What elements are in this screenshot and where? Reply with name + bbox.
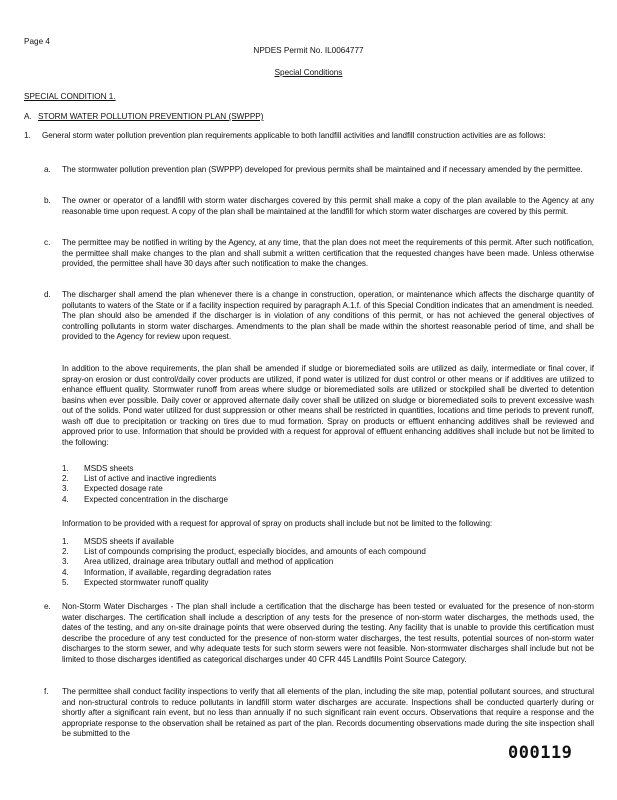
sub-f-text: The permittee shall conduct facility inspections to verify that all elements of the plan, including the site map, potential pollutant sources, and structural and non-structural controls to reduce pollutants in landfill storm water discharges are accurate. Inspections shall be conducted quarterly during or shortly after a significant rain event, but no less than annually if no such significant rain event occurs. Observations that require a response and the appropriate response to the observation shall be retained as part of the plan. Records documenting observations made during the site inspection shall be submitted to the — [62, 687, 594, 738]
sub-d-text: The discharger shall amend the plan whenever there is a change in construction, operation, or maintenance which affects the discharge quantity of pollutants to waters of the State or if a facility inspection required by paragraph A.1.f. of this Special Condition indicates that an amendment is needed. The plan should also be amended if the discharger is in violation of any conditions of this permit, or has not achieved the general objectives of controlling pollutants in storm water discharges. Amendments to the plan shall be made within the shortest reasonable period of time, and shall be provided to the Agency for review upon request. — [62, 290, 594, 341]
item-1-number: 1. — [24, 131, 31, 140]
section-title: Special Conditions — [274, 68, 343, 77]
list-item: 3. Area utilized, drainage area tributary outfall and method of application — [62, 557, 334, 567]
list-item: 2. List of active and inactive ingredients — [62, 474, 217, 484]
permit-number: NPDES Permit No. IL0064777 — [253, 46, 364, 55]
list-item: 1. MSDS sheets if available — [62, 537, 174, 546]
sub-c-letter: c. — [44, 238, 51, 247]
sub-e-text: Non-Storm Water Discharges - The plan shall include a certification that the discharge has been tested or evaluated for the presence of non-storm water discharges. The certification shall include a description of any tests for the presence of non-storm water discharges, the methods used, the dates of the testing, and any on-site drainage points that were observed during the testing. Any facility that is unable to provide this certification must describe the procedure of any test conducted for the presence of non-storm water discharges, the test results, potential sources of non-storm water discharges to the storm sewer, and why adequate tests for such storm sewers were not feasible. Non-stormwater discharges shall include but not be limited to those discharges identified as categorical discharges under 40 CFR 445 Landfills Point Source Category. — [62, 602, 594, 664]
sub-b-text: The owner or operator of a landfill with storm water discharges covered by this permit shall make a copy of the plan available to the Agency at any reasonable time upon request. A copy of the plan shall be maintained at the landfill for which storm water discharges are covered by this permit. — [62, 196, 594, 216]
sub-d-additional-text: In addition to the above requirements, the plan shall be amended if sludge or bioremediated soils are utilized as daily, intermediate or final cover, if spray-on erosion or dust control/daily cover products are utilized, if pond water is utilized for dust control or other means or if additives are utilized to enhance effluent quality. Stormwater runoff from areas where sludge or bioremediated soils are utilized or stockpiled shall be diverted to detention basins when ever possible. Daily cover or approved alternate daily cover shall be utilized on sludge or bioremediated soils to prevent excessive wash out of the solids. Pond water utilized for dust suppression or other means shall be restricted in quantities, locations and time periods to prevent runoff, wash off due to precipitation or tracking on tires due to mud formation. Spray on products or effluent enhancing additives shall be reviewed and approved prior to use. Information that should be provided with a request for approval of effluent enhancing additives shall include but not be limited to the following: — [62, 364, 594, 447]
list-item: 2. List of compounds comprising the product, especially biocides, and amounts of each compound — [62, 547, 426, 557]
sub-d-letter: d. — [44, 290, 51, 299]
additives-info-list — [62, 464, 562, 505]
sub-e-letter: e. — [44, 602, 51, 611]
list-item: 5. Expected stormwater runoff quality — [62, 577, 209, 587]
section-a-letter: A. — [24, 112, 32, 121]
spray-products-intro: Information to be provided with a request for approval of spray on products shall include but not be limited to the following: — [62, 519, 493, 528]
sub-f-letter: f. — [44, 687, 49, 696]
section-a-title: STORM WATER POLLUTION PREVENTION PLAN (SWPPP) — [38, 112, 264, 121]
list-item: 1. MSDS sheets — [62, 464, 134, 473]
sub-c-text: The permittee may be notified in writing by the Agency, at any time, that the plan does not meet the requirements of this permit. After such notification, the permittee shall make changes to the plan and shall submit a written certification that the requested changes have been made. Unless otherwise provided, the permittee shall have 30 days after such notification to make the changes. — [62, 238, 594, 268]
page-number: Page 4 — [24, 37, 50, 46]
sub-b-letter: b. — [44, 196, 51, 205]
list-item: 3. Expected dosage rate — [62, 484, 163, 494]
bates-stamp: 000119 — [508, 743, 573, 763]
spray-products-list — [62, 537, 582, 588]
sub-a-letter: a. — [44, 165, 51, 174]
item-1-text: General storm water pollution prevention plan requirements applicable to both landfill activities and landfill construction activities are as follows: — [42, 131, 546, 140]
list-item: 4. Information, if available, regarding degradation rates — [62, 567, 272, 577]
list-item: 4. Expected concentration in the discharge — [62, 494, 228, 504]
special-condition-heading: SPECIAL CONDITION 1. — [24, 92, 116, 101]
sub-a-text: The stormwater pollution prevention plan (SWPPP) developed for previous permits shall be maintained and if necessary amended by the permittee. — [62, 165, 583, 174]
